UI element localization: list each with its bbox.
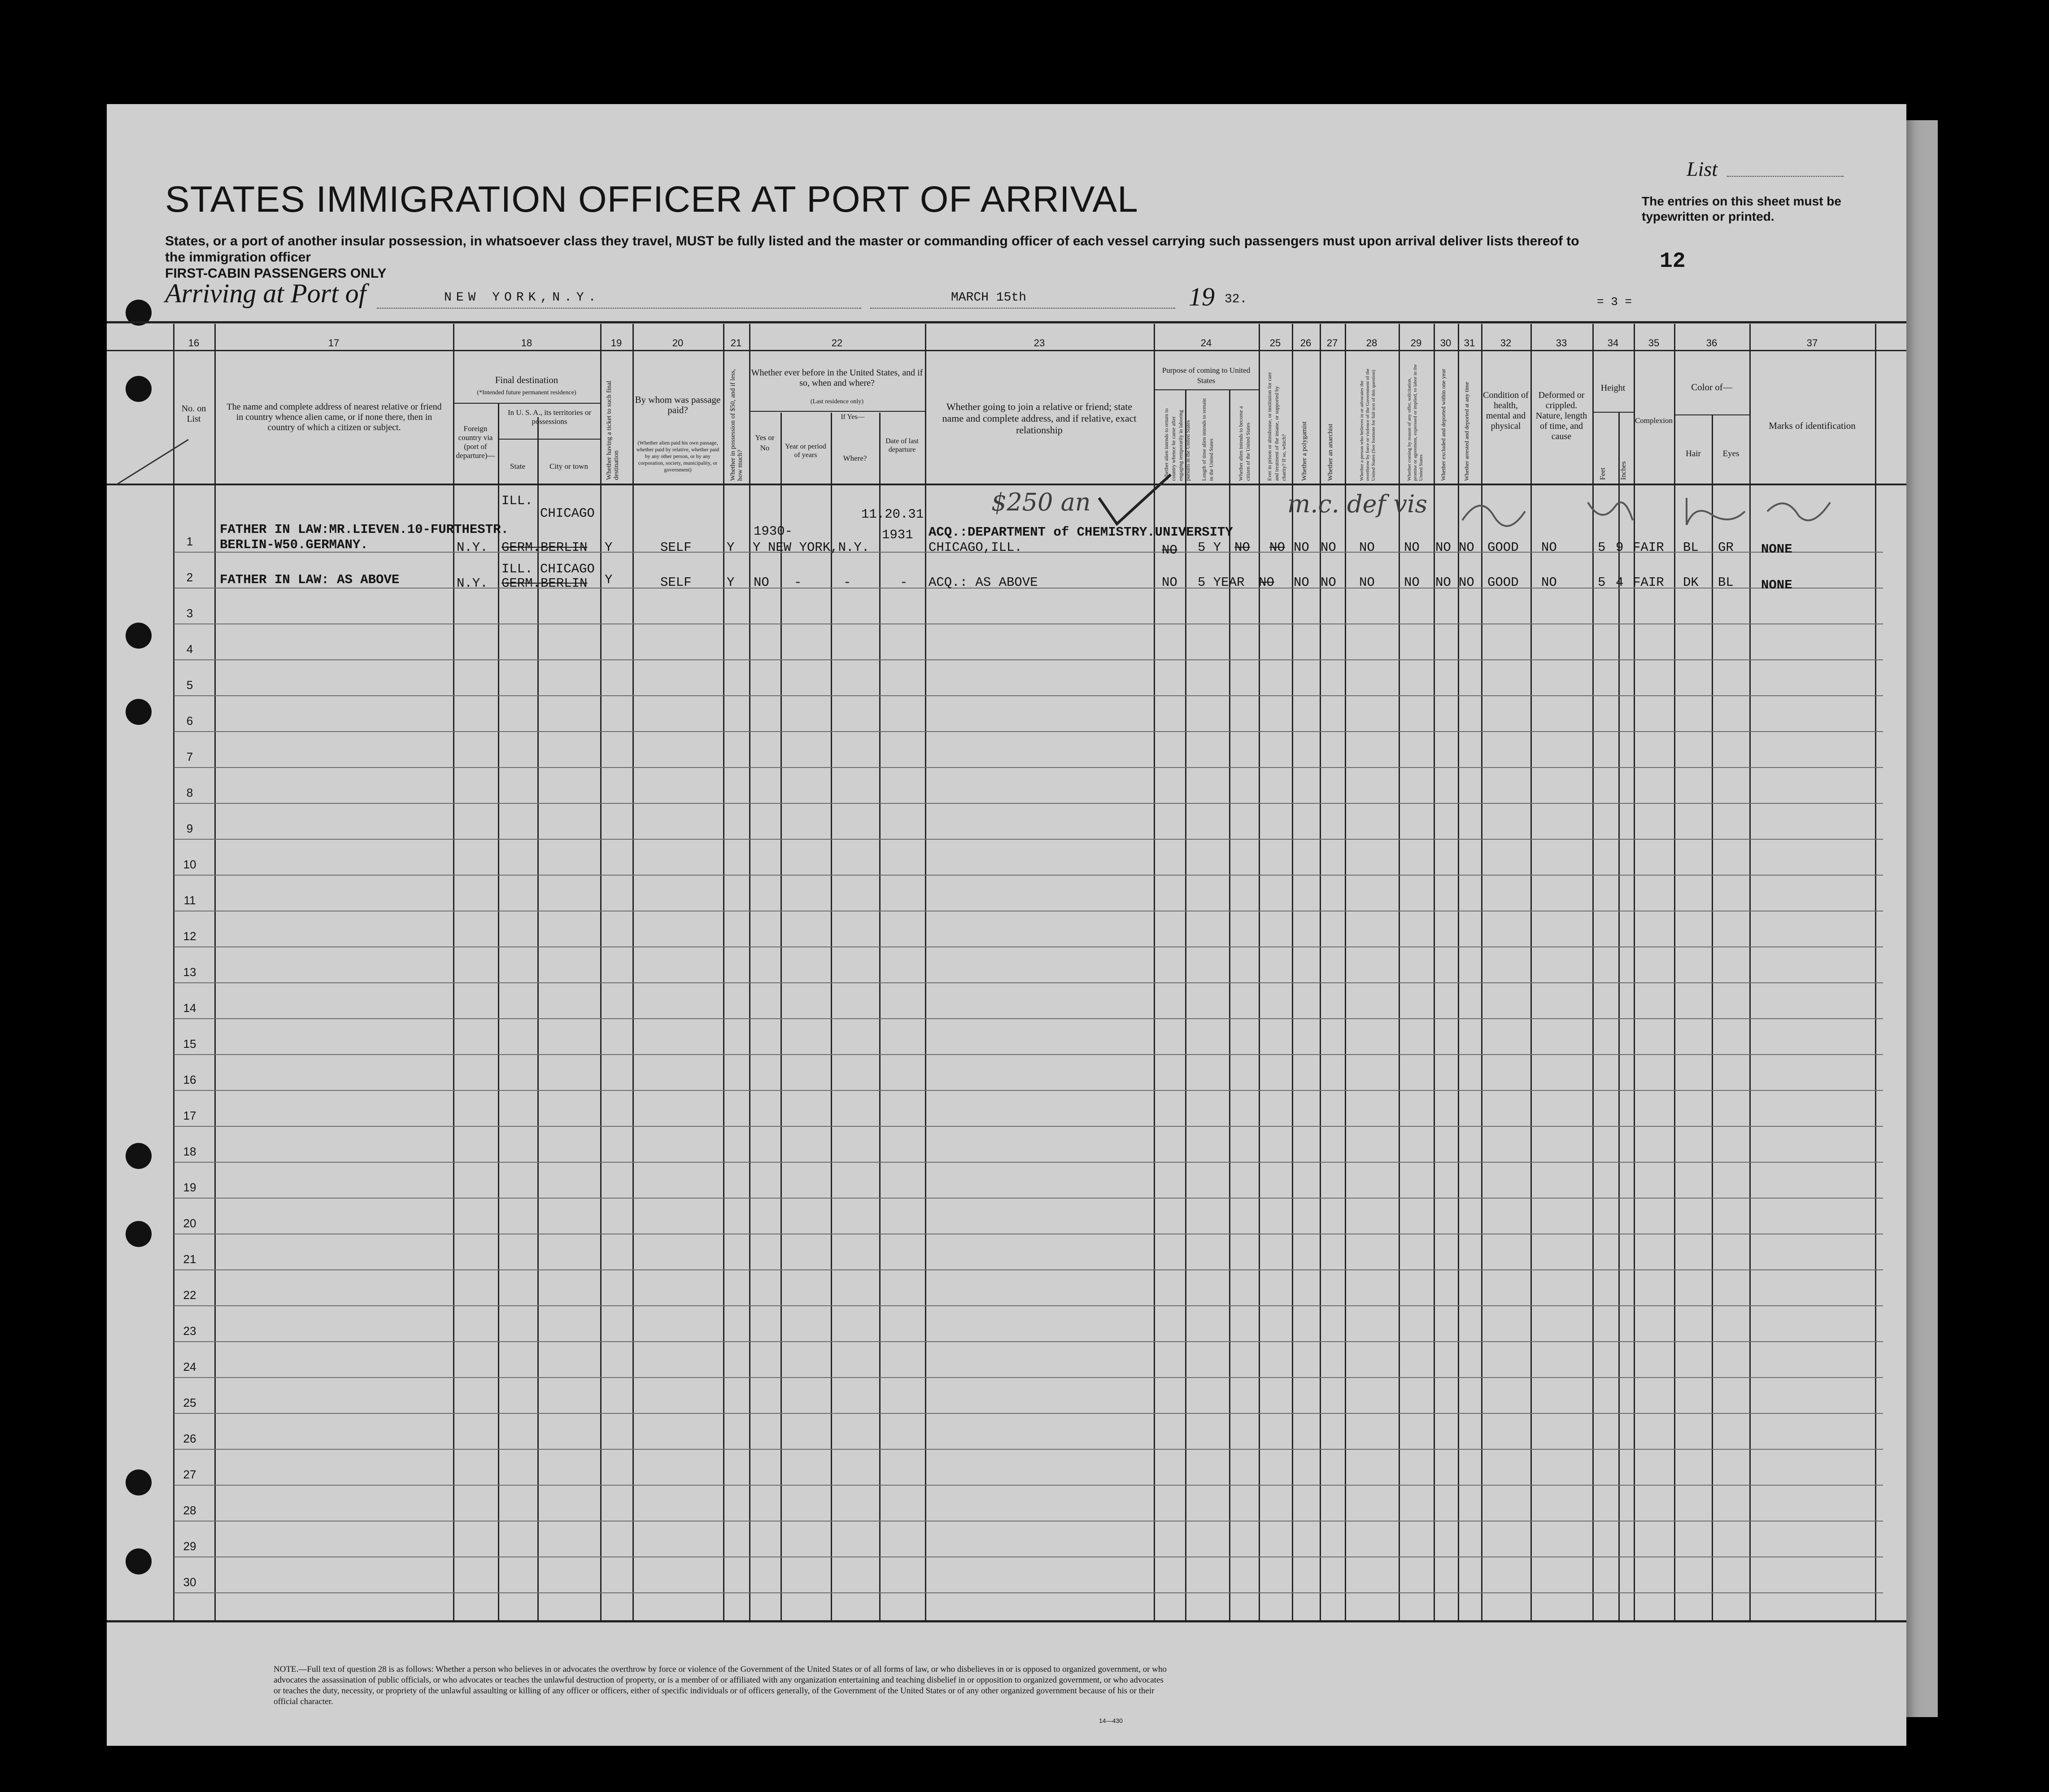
binder-hole	[126, 1143, 152, 1169]
header-purpose: Purpose of coming to United States	[1162, 366, 1251, 385]
row1-complexion: FAIR	[1633, 540, 1664, 555]
column-number: 30	[1440, 337, 1452, 349]
row1-relative-line2: BERLIN-W50.GERMANY.	[220, 537, 368, 552]
header-question-28: Whether a person who believes in or advocates the overthrow by force or violence of the Government of the United States (See footnote for full text of this question)	[1359, 368, 1376, 481]
row1-deformed: NO	[1541, 540, 1557, 555]
column-number: 19	[610, 337, 622, 349]
row1-health: GOOD	[1487, 540, 1519, 555]
column-number: 36	[1706, 337, 1718, 349]
header-last-departure: Date of last departure	[885, 437, 919, 453]
column-divider	[1320, 324, 1321, 1622]
row-number: 6	[186, 714, 193, 728]
column-divider	[1259, 324, 1260, 1622]
header-marks: Marks of identification	[1769, 420, 1856, 431]
header-color-of: Color of—	[1691, 382, 1732, 392]
row1-q31: NO	[1459, 540, 1474, 555]
row-number: 4	[186, 642, 193, 656]
row-line	[174, 1198, 1883, 1199]
row-number: 18	[183, 1145, 196, 1158]
header-in-usa: In U. S. A., its territories or possessions	[507, 408, 592, 426]
row2-eyes: BL	[1718, 575, 1734, 590]
row1-polygamist: NO	[1294, 540, 1309, 555]
handwritten-scribble	[1453, 484, 1857, 538]
intro-class: FIRST-CABIN PASSENGERS ONLY	[165, 266, 387, 281]
row-number: 19	[183, 1181, 196, 1194]
row-number: 29	[183, 1539, 196, 1553]
row2-polygamist: NO	[1294, 575, 1309, 590]
column-number-rule	[107, 350, 1906, 351]
column-number: 28	[1366, 337, 1378, 349]
row1-q28: NO	[1359, 540, 1375, 555]
row2-city: CHICAGO	[540, 562, 595, 576]
header-prison: Ever in prison or almshouse, or institution for care and treatment of the insane, or supported by charity? If so, which?	[1266, 372, 1287, 481]
row1-last-departure: 11.20.31	[861, 507, 924, 522]
header-eyes: Eyes	[1722, 449, 1739, 458]
row-number: 13	[183, 965, 196, 979]
row-number: 15	[183, 1037, 196, 1051]
column-number: 21	[730, 337, 742, 349]
binder-hole	[126, 1548, 152, 1574]
binder-hole	[126, 1221, 152, 1247]
header-final-destination-note: (*Intended future permanent residence)	[477, 389, 576, 396]
row-number: 9	[186, 822, 193, 835]
row-number: 28	[183, 1504, 196, 1517]
binder-hole	[126, 623, 152, 649]
column-number: 35	[1648, 337, 1660, 349]
column-number: 31	[1464, 337, 1475, 349]
row-line	[174, 1413, 1883, 1414]
row2-length: 5 YEAR	[1198, 575, 1245, 590]
intro-line: States, or a port of another insular possession, in whatsoever class they travel, MUST be fully listed and the master or commanding officer of each vessel carrying such passengers must upon arrival deliver lists thereof to the immigration officer	[165, 234, 1579, 265]
header-year-period: Year or period of years	[785, 443, 826, 459]
header-yes-no: Yes or No	[755, 433, 775, 452]
row1-before: Y	[753, 540, 761, 555]
column-divider	[879, 413, 881, 1622]
arrival-date: MARCH 15th	[951, 291, 1027, 305]
header-purpose-return: Whether alien intends to return to country whence he came after engaging temporarily in laboring pursuits in the United States	[1163, 408, 1191, 481]
sheet-number: = 3 =	[1597, 295, 1632, 309]
row-line	[174, 1377, 1883, 1378]
header-if-yes: If Yes—	[841, 413, 865, 421]
row1-fifty: Y	[727, 540, 735, 555]
row2-q29: NO	[1404, 575, 1420, 590]
row-line	[174, 1521, 1883, 1522]
handwritten-amount: $250 an	[991, 488, 1091, 516]
row-number: 7	[186, 750, 193, 763]
row-number: 26	[183, 1432, 196, 1445]
row-number: 1	[186, 535, 193, 548]
form-title: STATES IMMIGRATION OFFICER AT PORT OF ARRIVAL	[165, 179, 1138, 220]
row1-foreign: N.Y.	[457, 540, 488, 555]
binder-hole	[126, 699, 152, 725]
column-divider	[1185, 390, 1186, 1622]
row-line	[174, 731, 1883, 732]
list-fill-line	[1727, 176, 1844, 177]
header-relative-address: The name and complete address of nearest relative or friend in country whence alien came, or if none there, then in country of which a citizen or subject.	[227, 402, 442, 432]
row1-relative: FATHER IN LAW:MR.LIEVEN.10-FURTHESTR.	[220, 522, 509, 537]
table-bottom-rule	[107, 1620, 1906, 1622]
row1-city: CHICAGO	[540, 506, 595, 521]
header-before-in-us-note: (Last residence only)	[810, 398, 864, 405]
row-number: 24	[183, 1360, 196, 1373]
row-number: 2	[186, 571, 193, 584]
row-number: 23	[183, 1324, 196, 1338]
header-complexion: Complexion	[1635, 416, 1673, 425]
column-divider	[1618, 413, 1620, 1622]
column-divider	[173, 324, 174, 1622]
row-line	[174, 803, 1883, 804]
row-number: 17	[183, 1109, 196, 1122]
row1-q29: NO	[1404, 540, 1420, 555]
row1-year2: 1931	[882, 528, 913, 542]
header-purpose-length: Length of time alien intends to remain in the United States	[1201, 398, 1214, 481]
row1-join: ACQ.:DEPARTMENT of CHEMISTRY.UNIVERSITY	[929, 525, 1233, 540]
column-number: 26	[1300, 337, 1312, 349]
column-number: 23	[1033, 337, 1045, 349]
port-fill-line	[377, 308, 861, 309]
row-number: 3	[186, 606, 193, 620]
sub-rule	[749, 411, 925, 412]
header-ticket: Whether having a ticket to such final destination	[606, 380, 620, 480]
row1-eyes: GR	[1718, 540, 1734, 555]
sub-rule	[498, 439, 600, 440]
row1-feet: 5	[1598, 540, 1606, 555]
row2-state: ILL.	[501, 562, 533, 576]
column-divider	[453, 324, 454, 1622]
row-line	[174, 659, 1883, 660]
header-inches: Inches	[1620, 461, 1627, 480]
row2-before: NO	[754, 575, 769, 590]
page-number: 12	[1660, 249, 1686, 274]
column-divider	[1875, 324, 1876, 1622]
footer-note: NOTE.—Full text of question 28 is as follows: Whether a person who believes in or advocates the overthrow by force or violence of the Government of the United States or of all forms of law, or who disbelieves in or is opposed to organized government, or who advocates the assassination of public officials, or who advocates or teaches the unlawful destruction of property, or is a member of or affiliated with any organization entertaining and teaching disbelief in or opposition to organized government, or who advocates or teaches the duty, necessity, or propriety of the unlawful assaulting or killing of any officer or officers, either of specific individuals or of officers generally, of the Government of the United States or of any other organized government because of his or their official character.	[274, 1665, 1167, 1706]
column-number: 17	[328, 337, 340, 349]
row-number: 20	[183, 1216, 196, 1230]
row1-prison: NO	[1269, 540, 1285, 555]
header-join-relative: Whether going to join a relative or friend; state name and complete address, and if relative, exact relationship	[942, 401, 1137, 436]
column-divider	[749, 324, 750, 1622]
header-passage-paid: By whom was passage paid?	[635, 394, 721, 415]
row2-prison: NO	[1259, 575, 1274, 590]
header-anarchist: Whether an anarchist	[1327, 423, 1334, 481]
column-divider	[925, 324, 926, 1622]
row2-paid-by: SELF	[660, 575, 692, 590]
column-divider	[723, 324, 724, 1622]
column-number: 29	[1410, 337, 1422, 349]
column-number: 25	[1269, 337, 1281, 349]
row1-struck-destination: GERM.BERLIN	[501, 540, 588, 555]
header-excluded: Whether excluded and deported within one year	[1440, 369, 1447, 481]
sub-rule	[1592, 412, 1634, 413]
column-divider	[831, 413, 832, 1622]
year-suffix: 32.	[1225, 292, 1247, 306]
row1-join-line2: CHICAGO,ILL.	[929, 540, 1022, 555]
row-number: 21	[183, 1252, 196, 1266]
header-no-on-list: No. on List	[181, 404, 206, 424]
row-number: 11	[183, 894, 196, 907]
row-line	[174, 1305, 1883, 1306]
row2-inches: 4	[1616, 575, 1624, 590]
row2-fifty: Y	[727, 575, 735, 590]
row1-length: 5 Y	[1198, 540, 1221, 555]
row-line	[174, 1162, 1883, 1163]
column-divider	[632, 324, 634, 1622]
typewritten-note: The entries on this sheet must be typewritten or printed.	[1642, 194, 1841, 223]
row2-health: GOOD	[1487, 575, 1519, 590]
row1-where: NEW YORK,N.Y.	[768, 540, 870, 555]
row-number: 27	[183, 1468, 196, 1481]
column-number: 37	[1806, 337, 1818, 349]
row2-q28: NO	[1359, 575, 1375, 590]
row1-state: ILL.	[501, 493, 533, 508]
margin-stroke	[108, 431, 197, 493]
row-line	[174, 1449, 1883, 1450]
arrival-port: NEW YORK,N.Y.	[444, 291, 601, 305]
row2-marks: NONE	[1761, 578, 1792, 593]
row2-year: -	[794, 575, 802, 590]
row1-return: NO	[1162, 543, 1177, 558]
row1-citizen: NO	[1234, 540, 1250, 555]
header-where: Where?	[843, 454, 867, 462]
column-number: 32	[1500, 337, 1512, 349]
row-number: 16	[183, 1073, 196, 1086]
column-number: 22	[831, 337, 843, 349]
header-feet: Feet	[1599, 467, 1607, 480]
row-line	[174, 1090, 1883, 1091]
row-line	[174, 839, 1883, 840]
row-line	[174, 982, 1883, 983]
row-number: 25	[183, 1396, 196, 1409]
row2-join: ACQ.: AS ABOVE	[929, 575, 1038, 590]
row2-last-departure: -	[900, 575, 908, 590]
column-number: 24	[1200, 337, 1212, 349]
header-polygamist: Whether a polygamist	[1301, 421, 1308, 481]
sub-rule	[1674, 414, 1749, 415]
row-line	[174, 1485, 1883, 1486]
row1-q30: NO	[1435, 540, 1451, 555]
header-question-29: Whether coming by reason of any offer, solicitation, promise or agreement, expressed or implied, to labor in the United States	[1407, 364, 1424, 481]
arriving-label: Arriving at Port of	[165, 279, 366, 308]
row2-anarchist: NO	[1321, 575, 1336, 590]
column-divider	[214, 324, 216, 1622]
row-line	[174, 946, 1883, 947]
row1-year: 1930-	[754, 524, 793, 539]
row-number: 30	[183, 1575, 196, 1589]
row-line	[174, 1018, 1883, 1019]
column-divider	[1399, 324, 1400, 1622]
row-number: 5	[186, 678, 193, 692]
row-number: 22	[183, 1288, 196, 1302]
row-line	[174, 1341, 1883, 1342]
year-prefix: 19	[1189, 282, 1215, 311]
row-line	[174, 695, 1883, 696]
column-number: 34	[1607, 337, 1619, 349]
column-number: 20	[672, 337, 684, 349]
row-line	[174, 1126, 1883, 1127]
header-state: State	[510, 462, 525, 471]
row2-struck-destination: GERM.BERLIN	[501, 576, 588, 591]
header-health: Condition of health, mental and physical	[1483, 390, 1529, 431]
row1-marks: NONE	[1761, 542, 1792, 557]
row2-hair: DK	[1683, 575, 1699, 590]
column-divider	[1434, 324, 1435, 1622]
header-fifty-dollars: Whether in possession of $50, and if less, how much?	[729, 369, 744, 481]
row2-ticket: Y	[605, 572, 613, 587]
column-divider	[600, 324, 602, 1622]
column-number: 27	[1326, 337, 1338, 349]
header-arrested: Whether arrested and deported at any time	[1463, 382, 1470, 481]
column-divider	[780, 413, 782, 1622]
row2-q30: NO	[1435, 575, 1451, 590]
form-number: 14—430	[1099, 1717, 1123, 1724]
row2-feet: 5	[1598, 575, 1606, 590]
column-number: 33	[1556, 337, 1567, 349]
row1-ticket: Y	[605, 540, 613, 555]
row2-complexion: FAIR	[1633, 575, 1664, 590]
binder-hole	[126, 376, 152, 402]
sub-rule	[1154, 389, 1259, 390]
header-final-destination: Final destination	[495, 375, 558, 385]
column-divider	[498, 404, 499, 1622]
row-number: 8	[186, 786, 193, 799]
row-line	[174, 1054, 1883, 1055]
row2-deformed: NO	[1541, 575, 1557, 590]
row1-inches: 9	[1616, 540, 1624, 555]
column-number: 18	[521, 337, 532, 349]
row-line	[174, 875, 1883, 876]
table-top-rule	[107, 321, 1906, 323]
header-passage-paid-note: (Whether alien paid his own passage, whether paid by relative, whether paid by any other person, or by any corporation, society, municipality, or government)	[636, 440, 719, 473]
column-divider	[1292, 324, 1293, 1622]
column-divider	[537, 417, 539, 1622]
header-before-in-us: Whether ever before in the United States, and if so, when and where?	[751, 368, 923, 388]
column-divider	[1345, 324, 1346, 1622]
list-label: List	[1687, 157, 1718, 180]
handwritten-annotation: m.c. def vis	[1287, 490, 1428, 518]
row-line	[174, 623, 1883, 624]
row2-q31: NO	[1459, 575, 1474, 590]
header-foreign-country: Foreign country via (port of departure)—	[456, 424, 495, 460]
row-line	[174, 1592, 1883, 1593]
header-purpose-citizen: Whether alien intends to become a citizen of the United States	[1238, 406, 1251, 481]
check-mark-icon	[1094, 471, 1175, 529]
row2-relative: FATHER IN LAW: AS ABOVE	[220, 572, 400, 587]
row1-anarchist: NO	[1321, 540, 1336, 555]
row1-hair: BL	[1683, 540, 1699, 555]
binder-hole	[126, 1469, 152, 1496]
date-fill-line	[870, 308, 1175, 309]
row-line	[174, 767, 1883, 768]
row-number: 10	[183, 858, 196, 871]
row-line	[174, 552, 1883, 553]
row1-paid-by: SELF	[660, 540, 692, 555]
column-number: 16	[188, 337, 200, 349]
row2-return: NO	[1162, 575, 1177, 590]
header-city: City or town	[549, 462, 588, 471]
row-line	[174, 1269, 1883, 1270]
sub-rule	[453, 403, 600, 404]
header-hair: Hair	[1686, 449, 1701, 458]
row2-where: -	[843, 575, 851, 590]
header-height: Height	[1600, 383, 1626, 393]
row2-foreign: N.Y.	[457, 576, 488, 591]
form-intro	[165, 233, 1600, 282]
row-number: 14	[183, 1001, 196, 1015]
row-number: 12	[183, 929, 196, 943]
header-deformed: Deformed or crippled. Nature, length of time, and cause	[1535, 390, 1587, 441]
